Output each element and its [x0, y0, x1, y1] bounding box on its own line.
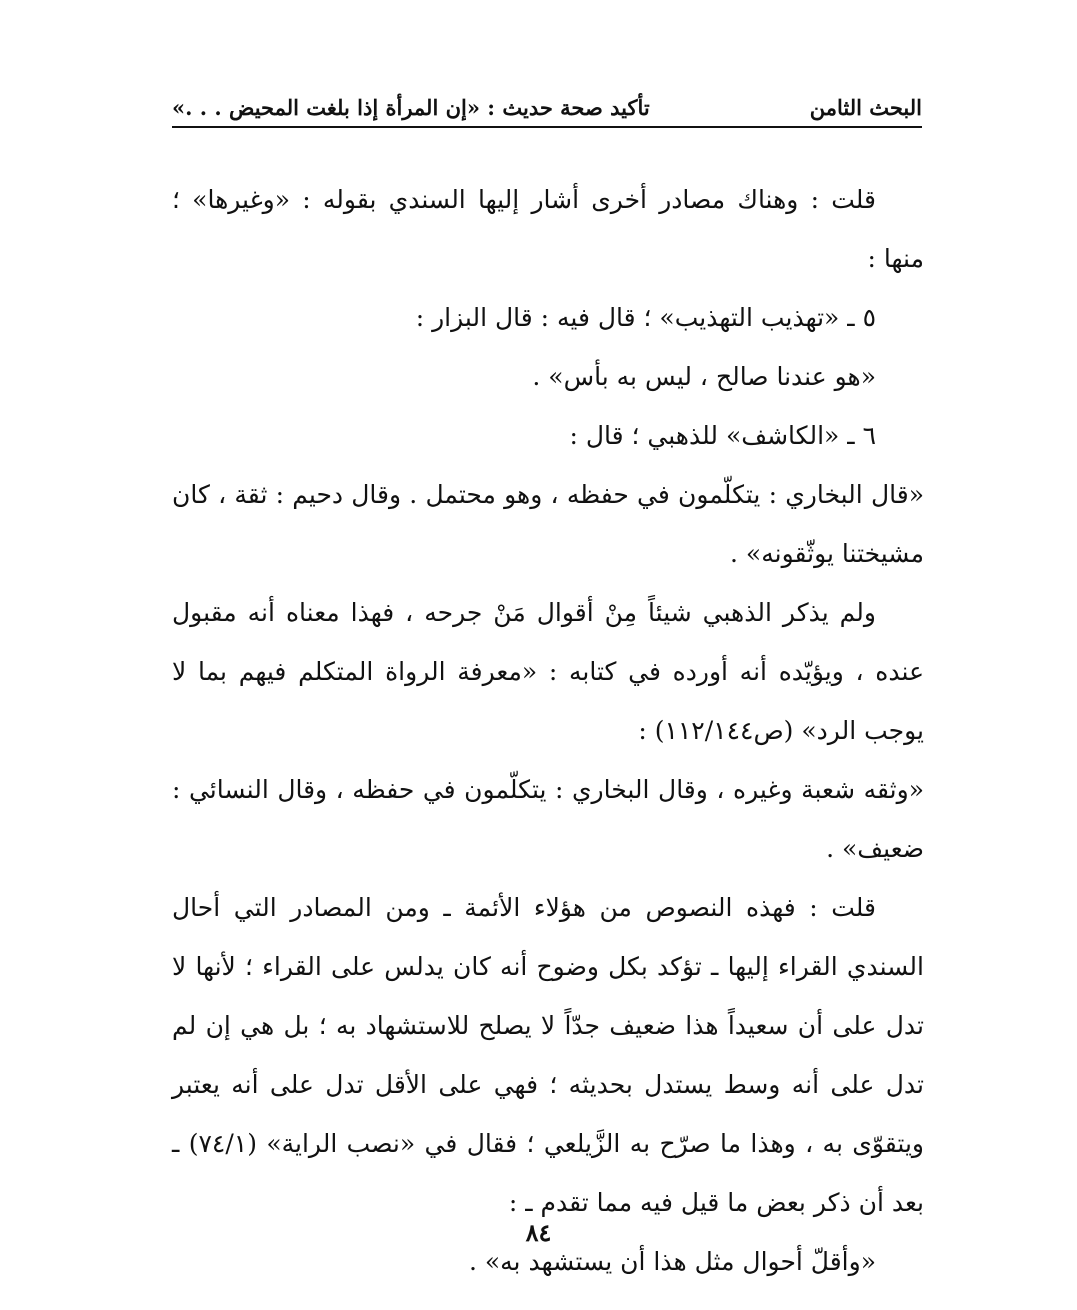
- paragraph-4: ٦ ـ «الكاشف» للذهبي ؛ قال :: [569, 421, 876, 450]
- paragraph-8: قلت : فهذه النصوص من هؤلاء الأئمة ـ ومن المصادر التي أحال السندي القراء إليها ـ تؤكد بكل وضوح أنه كان يدلس على القراء ؛ لأنها لا تدل على أن سعيداً هذا ضعيف جدّاً لا يصلح للاستشهاد به ؛ بل هي إن لم تدل على أنه وسط يستدل بحديثه ؛ فهي على الأقل تدل على أنه يعتبر ويتقوّى به ، وهذا ما صرّح به الزَّيلعي ؛ فقال في «نصب الراية» (٧٤/١) ـ بعد أن ذكر بعض ما قيل فيه مما تقدم ـ :: [172, 893, 924, 1217]
- page-number: ٨٤: [525, 1218, 552, 1247]
- main-text: [172, 170, 924, 1291]
- running-header: [172, 84, 922, 128]
- paragraph-5: «قال البخاري : يتكلّمون في حفظه ، وهو محتمل . وقال دحيم : ثقة ، كان مشيختنا يوثّقونه» .: [172, 480, 924, 568]
- paragraph-6: ولم يذكر الذهبي شيئاً مِنْ أقوال مَنْ جرحه ، فهذا معناه أنه مقبول عنده ، ويؤيّده أنه أورده في كتابه : «معرفة الرواة المتكلم فيهم بما لا يوجب الرد» (ص١١٢/١٤٤) :: [172, 598, 924, 745]
- paragraph-9: «وأقلّ أحوال مثل هذا أن يستشهد به» .: [468, 1247, 876, 1276]
- paragraph-1: قلت : وهناك مصادر أخرى أشار إليها السندي بقوله : «وغيرها» ؛ منها :: [172, 185, 924, 273]
- section-title: تأكيد صحة حديث : «إن المرأة إذا بلغت المحيض . . .»: [172, 95, 650, 120]
- paragraph-2: ٥ ـ «تهذيب التهذيب» ؛ قال فيه : قال البزار :: [415, 303, 876, 332]
- chapter-label: البحث الثامن: [809, 95, 922, 120]
- paragraph-7: «وثقه شعبة وغيره ، وقال البخاري : يتكلّمون في حفظه ، وقال النسائي : ضعيف» .: [172, 775, 924, 863]
- paragraph-3: «هو عندنا صالح ، ليس به بأس» .: [532, 362, 876, 391]
